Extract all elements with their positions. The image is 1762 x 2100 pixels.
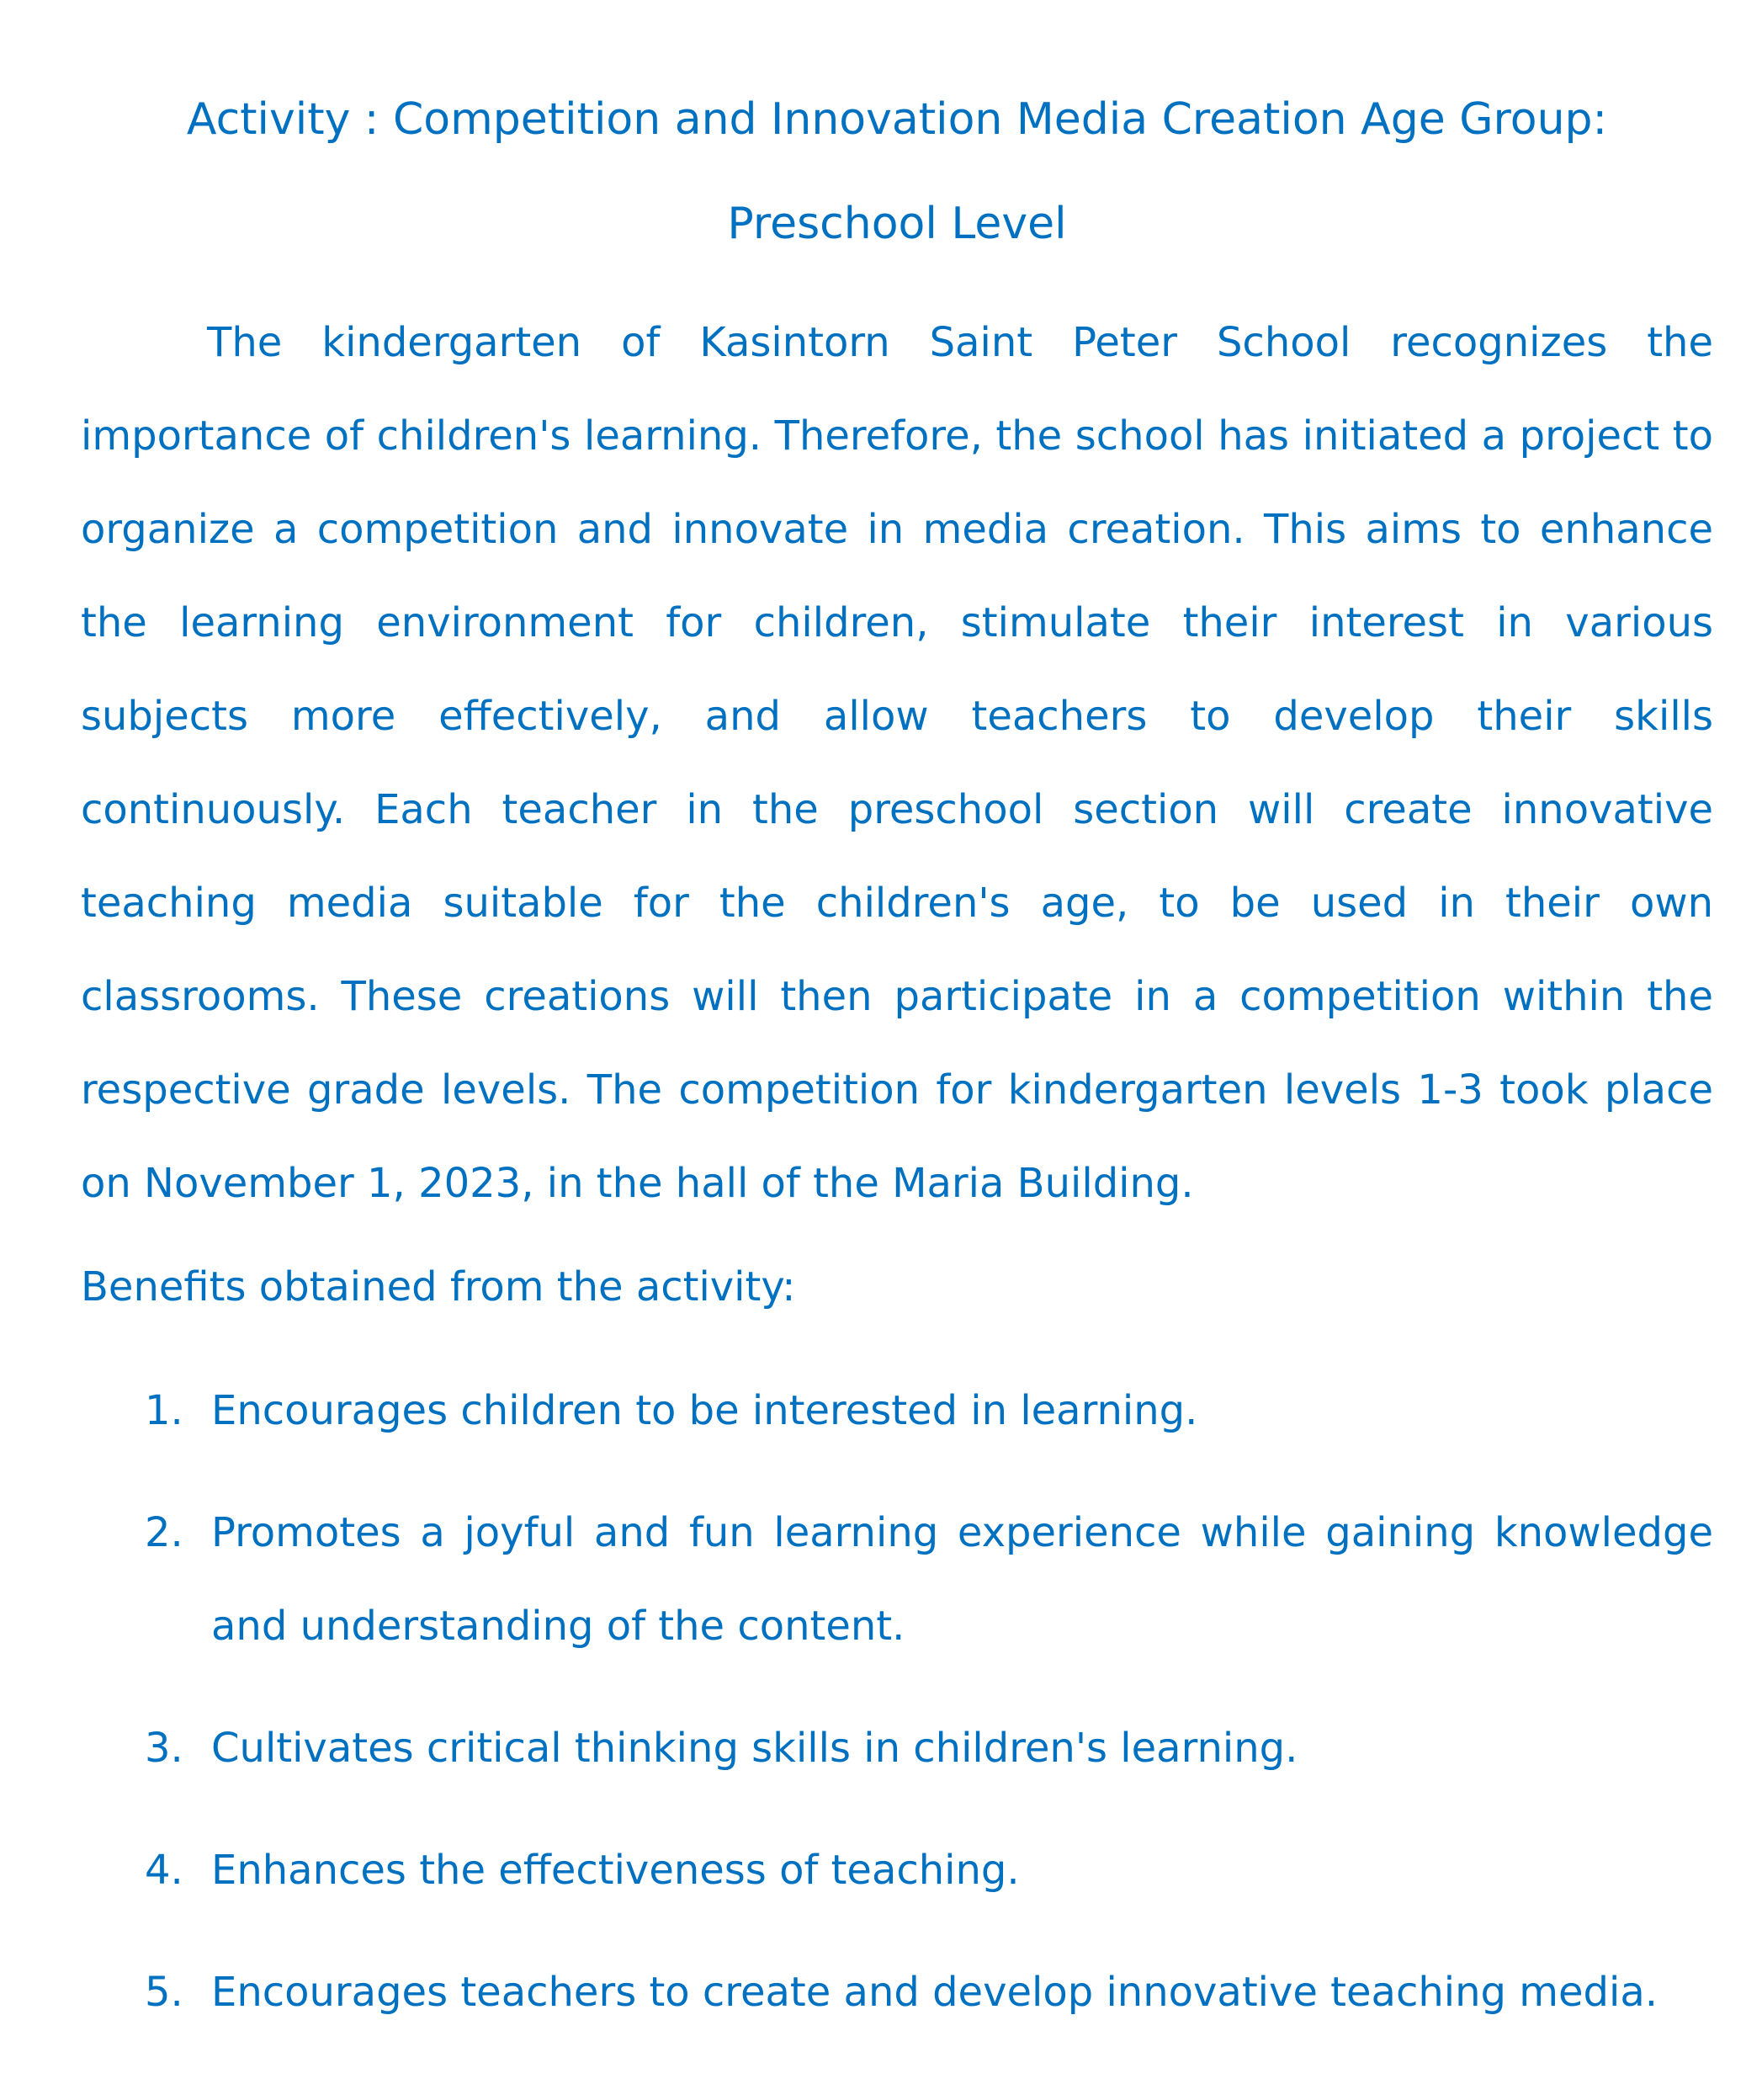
benefit-text: Cultivates critical thinking skills in children's learning. xyxy=(211,1725,1298,1772)
title-line-1: Activity : Competition and Innovation Media Creation Age Group: xyxy=(186,94,1608,145)
benefit-number: 5. xyxy=(145,1969,183,2016)
benefit-number: 1. xyxy=(145,1387,183,1434)
title-line-2: Preschool Level xyxy=(727,199,1067,249)
benefit-number: 4. xyxy=(145,1847,183,1894)
benefit-number: 2. xyxy=(145,1509,183,1556)
benefits-heading: Benefits obtained from the activity: xyxy=(81,1263,796,1311)
benefit-text: Encourages children to be interested in learning. xyxy=(211,1387,1198,1434)
benefit-item xyxy=(81,1946,1713,2039)
document-page xyxy=(81,67,1713,2068)
benefit-text: Promotes a joyful and fun learning experience while gaining knowledge and understanding of the content. xyxy=(211,1509,1713,1650)
intro-paragraph: The kindergarten of Kasintorn Saint Peter School recognizes the importance of children's learning. Therefore, the school has initiated a project to organize a competition and innovate in media creation. This aims to enhance the learning environment for children, stimulate their interest in various subjects more effectively, and allow teachers to develop their skills continuously. Each teacher in the preschool section will create innovative teaching media suitable for the children's age, to be used in their own classrooms. These creations will then participate in a competition within the respective grade levels. The competition for kindergarten levels 1-3 took place on November 1, 2023, in the hall of the Maria Building. xyxy=(81,319,1713,1207)
benefit-item xyxy=(81,1824,1713,1917)
benefit-item xyxy=(81,1364,1713,1458)
benefit-item xyxy=(81,1486,1713,1673)
benefits-list xyxy=(81,1364,1713,2039)
document-title xyxy=(81,67,1713,276)
benefit-text: Encourages teachers to create and develop innovative teaching media. xyxy=(211,1969,1658,2016)
benefit-item xyxy=(81,1702,1713,1795)
benefit-number: 3. xyxy=(145,1725,183,1772)
benefit-text: Enhances the effectiveness of teaching. xyxy=(211,1847,1020,1894)
